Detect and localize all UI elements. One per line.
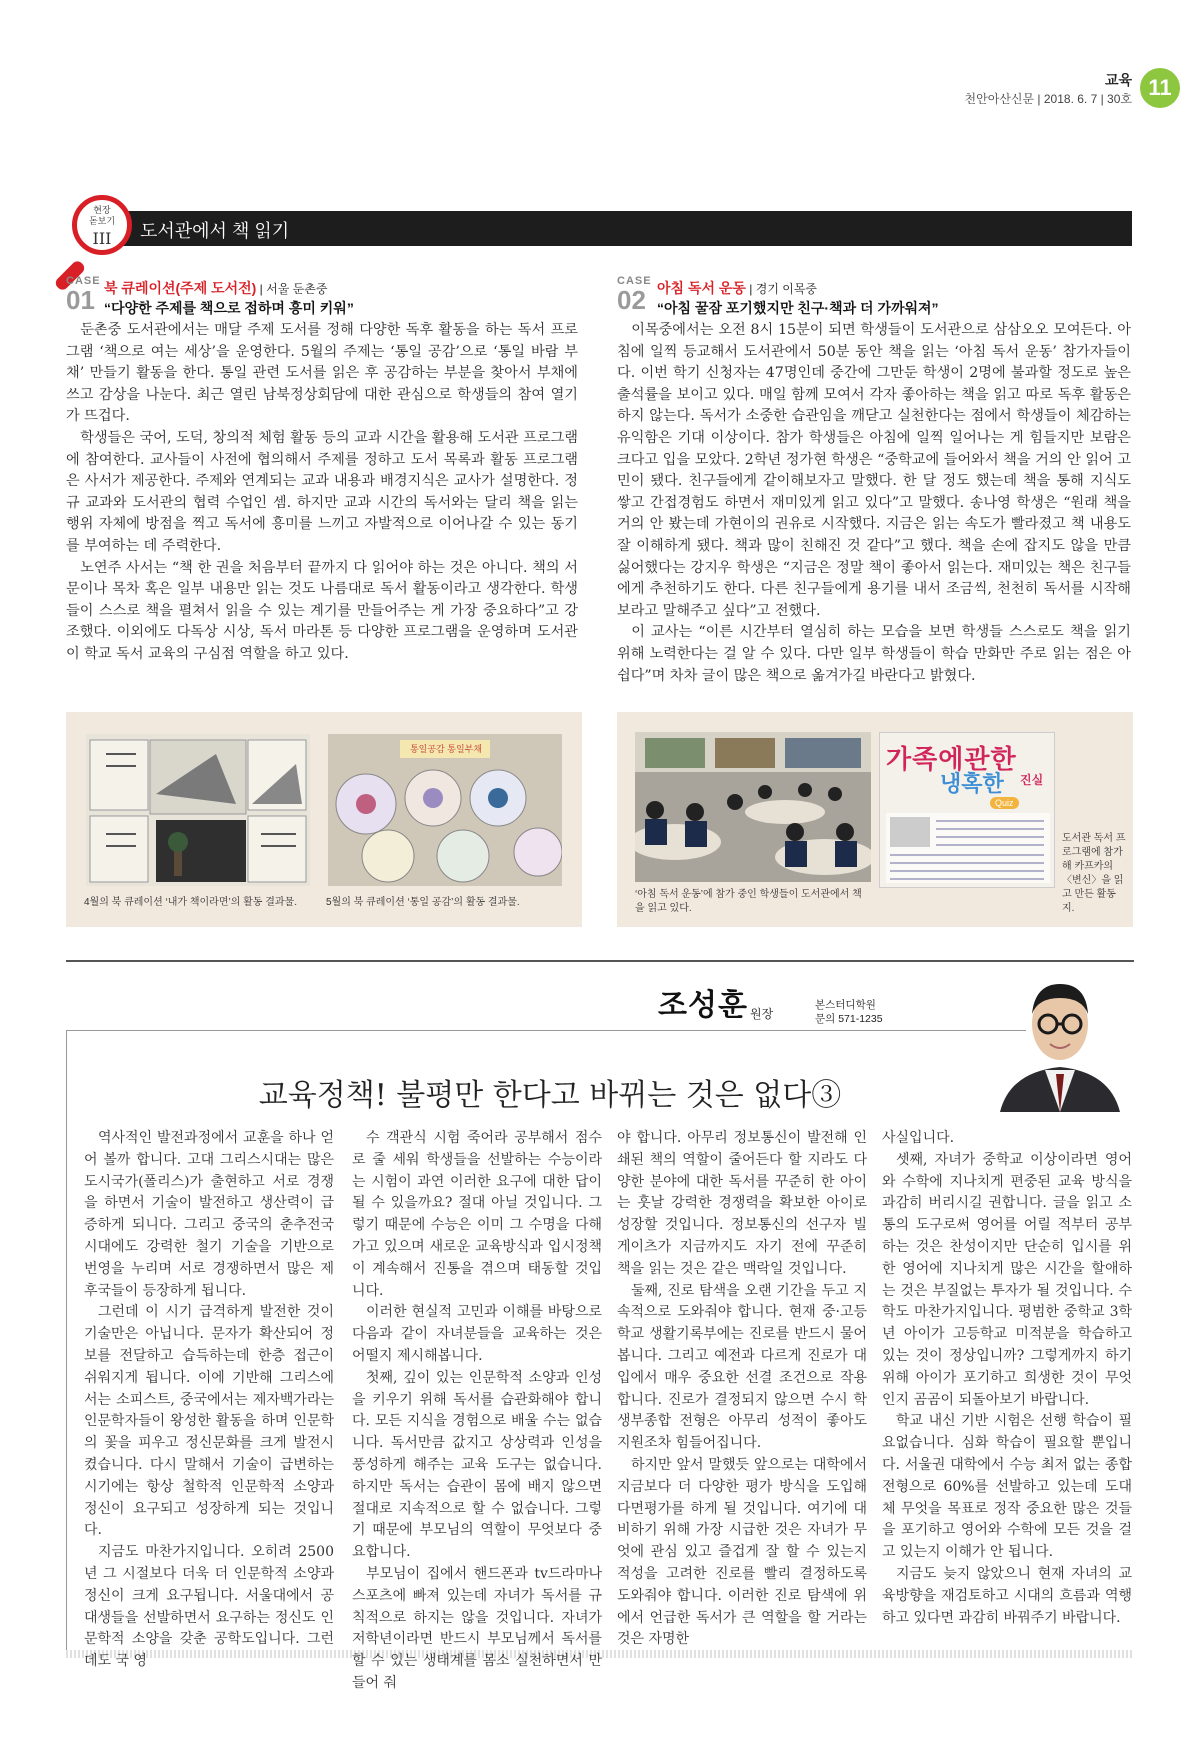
paragraph: 학교 내신 기반 시험은 선행 학습이 필요없습니다. 심화 학습이 필요할 뿐입니다. 서울권 대학에서 수능 최저 없는 종합전형으로 60%를 선발하고 있는데 도대체 무엇을 목표로 정작 중요한 많은 것들을 포기하고 영어와 수학에 모든 것을 걸고 있는지 이해가 안 됩니다. (882, 1413, 1132, 1561)
paragraph: 하지만 앞서 말했듯 앞으로는 대학에서 지금보다 더 다양한 평가 방식을 도입해 다면평가를 하게 될 것입니다. 여기에 대비하기 위해 가장 시급한 것은 자녀가 무엇에 관심 있고 즐겁게 잘 할 수 있는지 적성을 고려한 진로를 빨리 결정하도록 도와줘야 합니다. 이러한 진로 탐색에 위에서 언급한 독서가 큰 역할을 할 거라는 것은 자명한 (617, 1456, 867, 1648)
case1-program: 북 큐레이션(주제 도서전) | 서울 둔촌중 (104, 280, 328, 296)
case2-program: 아침 독서 운동 | 경기 이목중 (657, 280, 818, 296)
paragraph: 야 합니다. 아무리 정보통신이 발전해 인쇄된 책의 역할이 줄어든다 할 지라도 다양한 분야에 대한 독서를 꾸준히 한 아이는 훗날 강력한 경쟁력을 확보한 아이로 성장할 것입니다. 정보통신의 선구자 빌게이츠가 지금까지도 자기 전에 꾸준히 책을 읽는 것은 같은 맥락일 것입니다. (617, 1130, 867, 1277)
case2-tag: CASE 02 (617, 275, 652, 315)
author-org: 본스터디학원 문의 571-1235 (815, 999, 883, 1025)
case1-photo-box (66, 712, 582, 927)
case2-photo-2 (879, 732, 1055, 888)
case2-body (617, 320, 1131, 687)
poster-title-1: 가족에관한 (886, 744, 1017, 774)
column-text-1 (84, 1128, 334, 1673)
paragraph: 이러한 현실적 고민과 이해를 바탕으로 다음과 같이 자녀분들을 교육하는 것은 어떨지 제시해봅니다. (352, 1304, 602, 1364)
poster-quiz-badge: Quiz (990, 797, 1019, 809)
column-text-3 (617, 1128, 867, 1651)
paragraph: 둘째, 진로 탐색을 오랜 기간을 두고 지속적으로 도와줘야 합니다. 현재 중·고등학교 생활기록부에는 진로를 반드시 물어봅니다. 그리고 예전과 다르게 진로가 대입에서 매우 중요한 선결 조건으로 작용합니다. 진로가 결정되지 않으면 수시 학생부종합 전형은 아무리 성적이 좋아도 지원조차 힘들어집니다. (617, 1282, 867, 1452)
author-name: 조성훈 (658, 989, 748, 1022)
case1-caption-2: 5월의 북 큐레이션 ‘통일 공감’의 활동 결과물. (326, 897, 520, 908)
paragraph: 지금도 마찬가지입니다. 오히려 2500년 그 시절보다 더욱 더 인문학적 소양과 정신이 크게 요구됩니다. 서울대에서 공대생들을 선발하면서 요구하는 정신도 인문학적 소양을 갖춘 공학도입니다. 그런데도 국 영 (84, 1544, 334, 1670)
paragraph: 그런데 이 시기 급격하게 발전한 것이 기술만은 아닙니다. 문자가 확산되어 정보를 전달하고 습득하는데 한층 접근이 쉬워지게 됩니다. 이에 기반해 그리스에서는 소피스트, 중국에서는 제자백가라는 인문학자들이 왕성한 활동을 하며 인문학의 꽃을 피우고 정신문화를 크게 발전시켰습니다. 다시 말해서 기술이 급변하는 시기에는 항상 철학적 인문학적 소양과 정신이 요구되고 성장하게 되는 것입니다. (84, 1304, 334, 1539)
section-divider (66, 960, 1134, 962)
case2-photo-box (617, 712, 1133, 927)
case2-caption-2: 도서관 독서 프로그램에 참가해 카프카의 〈변신〉을 읽고 만든 활동지. (1062, 833, 1126, 914)
poster-title-3: 진실 (1020, 773, 1044, 787)
case1-caption-1: 4월의 북 큐레이션 ‘내가 책이라면’의 활동 결과물. (84, 897, 297, 908)
case1-tag: CASE 01 (66, 275, 101, 315)
case2-caption-1: ‘아침 독서 운동’에 참가 중인 학생들이 도서관에서 책을 읽고 있다. (635, 889, 862, 914)
column-title: 교육정책! 불평만 한다고 바뀌는 것은 없다③ (258, 1078, 842, 1113)
case2-photo-1 (635, 732, 871, 882)
paragraph: 부모님이 집에서 핸드폰과 tv드라마나 스포츠에 빠져 있는데 자녀가 독서를 규칙적으로 하지는 않을 것입니다. 자녀가 저학년이라면 반드시 부모님께서 독서를 할 수 있는 생태계를 몸소 실천하면서 만들어 줘 (352, 1565, 602, 1691)
case1-subtitle: “다양한 주제를 책으로 접하며 흥미 키워” (104, 300, 354, 316)
case1-body (66, 320, 578, 666)
fan-sign: 통일공감 통일부채 (409, 744, 483, 754)
publication-info: 천안아산신문 | 2018. 6. 7 | 30호 (964, 92, 1132, 106)
case1-photo-2 (328, 734, 562, 886)
paragraph: 첫째, 깊이 있는 인문학적 소양과 인성을 키우기 위해 독서를 습관화해야 합니다. 모든 지식을 경험으로 배울 수는 없습니다. 독서만큼 값지고 상상력과 인성을 풍성하게 해주는 교육 도구는 없습니다. 하지만 독서는 습관이 몸에 배지 않으면 절대로 지속적으로 할 수 없습니다. 그렇기 때문에 부모님의 역할이 무엇보다 중요합니다. (352, 1369, 602, 1561)
column-frame-top (66, 1030, 1026, 1031)
section-label: 교육 (1104, 72, 1132, 88)
paragraph: 노연주 사서는 “책 한 권을 처음부터 끝까지 다 읽어야 하는 것은 아니다. 책의 서문이나 목차 혹은 일부 내용만 읽는 것도 나름대로 독서 활동이라고 생각한다. 학생들이 스스로 책을 펼쳐서 읽을 수 있는 계기를 만들어주는 게 가장 중요하다”고 강조했다. 이외에도 다독상 시상, 독서 마라톤 등 다양한 프로그램을 운영하며 도서관이 학교 독서 교육의 구심점 역할을 하고 있다. (66, 559, 578, 662)
paragraph: 역사적인 발전과정에서 교훈을 하나 얻어 볼까 합니다. 고대 그리스시대는 많은 도시국가(폴리스)가 출현하고 서로 경쟁을 하면서 기술이 발전하고 생산력이 급증하게 되니다. 그리고 중국의 춘추전국시대에도 강력한 철기 기술을 기반으로 번영을 누리며 서로 경쟁하면서 많은 제후국들이 등장하게 됩니다. (84, 1130, 334, 1299)
page-number-badge: 11 (1140, 68, 1180, 108)
library-students-image (635, 732, 871, 882)
case2-subtitle: “아침 꿀잠 포기했지만 친구·책과 더 가까워져” (657, 300, 939, 316)
banner-title: 도서관에서 책 읽기 (140, 221, 290, 241)
worksheet-lines (886, 813, 1050, 883)
paragraph: 이목중에서는 오전 8시 15분이 되면 학생들이 도서관으로 삼삼오오 모여든다. 아침에 일찍 등교해서 도서관에서 50분 동안 책을 읽는 ‘아침 독서 운동’ 참가자들이다. 이번 학기 신청자는 47명인데 중간에 그만둔 학생이 2명에 불과할 정도로 높은 출석률을 보이고 있다. 매일 함께 모여서 각자 좋아하는 책을 읽고 따로 독후 활동은 하지 않는다. 독서가 소중한 습관임을 깨닫고 실천한다는 점에서 학생들이 체감하는 유익함은 기대 이상이다. 참가 학생들은 아침에 일찍 일어나는 게 힘들지만 보람은 크다고 입을 모았다. 2학년 정가현 학생은 “중학교에 들어와서 책을 거의 안 읽어 고민이 됐다. 친구들에게 같이해보자고 말했다. 한 달 정도 했는데 책을 통해 지식도 쌓고 간접경험도 하면서 재미있게 읽고 있다”고 말했다. 송나영 학생은 “원래 책을 거의 안 봤는데 가현이의 권유로 시작했다. 지금은 읽는 속도가 빨라졌고 책 내용도 잘 이해하게 됐다. 책과 많이 친해진 것 같다”고 했다. 책을 손에 잡지도 않을 만큼 싫어했다는 강지우 학생은 “지금은 정말 책이 좋아서 읽는다. 재미있는 책은 친구들에게 추천하기도 한다. 다른 친구들에게 용기를 내서 조금씩, 천천히 독서를 시작해보라고 말해주고 싶다”고 전했다. (617, 322, 1131, 619)
paragraph: 지금도 늦지 않았으니 현재 자녀의 교육방향을 재검토하고 시대의 흐름과 역행하고 있다면 과감히 바꿔주기 바랍니다. (882, 1565, 1132, 1626)
author-role: 원장 (750, 1007, 774, 1021)
book-cards-image (86, 734, 310, 886)
column-text-2 (352, 1128, 602, 1695)
section-banner (122, 211, 1132, 246)
paragraph: 둔촌중 도서관에서는 매달 주제 도서를 정해 다양한 독후 활동을 하는 독서 프로그램 ‘책으로 여는 세상’을 운영한다. 5월의 주제는 ‘통일 공감’으로 ‘통일 바람 부채’ 만들기 활동을 한다. 통일 관련 도서를 읽은 후 공감하는 부분을 찾아서 부채에 쓰고 감상을 나눈다. 최근 열린 남북정상회담에 대한 관심으로 학생들의 참여 열기가 뜨겁다. (66, 322, 578, 425)
paragraph: 이 교사는 “이른 시간부터 열심히 하는 모습을 보면 학생들 스스로도 책을 읽기 위해 노력한다는 걸 알 수 있다. 다만 일부 학생들이 학습 만화만 주로 읽는 점은 아쉽다”며 차차 글이 많은 책으로 옮겨가길 바란다고 밝혔다. (617, 624, 1131, 684)
badge-number: III (92, 229, 112, 248)
paragraph: 셋째, 자녀가 중학교 이상이라면 영어와 수학에 지나치게 편중된 교육 방식을 과감히 버리시길 권합니다. 글을 읽고 소통의 도구로써 영어를 어릴 적부터 공부하는 것은 찬성이지만 단순히 입시를 위한 영어에 지나치게 많은 시간을 할애하는 것은 부질없는 투자가 될 것입니다. 수학도 마찬가지입니다. 평범한 중학교 3학년 아이가 고등학교 미적분을 학습하고 있는 것이 정상입니까? 그렇게까지 하기 위해 아이가 포기하고 희생한 것이 무엇인지 곰곰이 되돌아보기 바랍니다. (882, 1151, 1132, 1408)
paragraph: 수 객관식 시험 죽어라 공부해서 점수로 줄 세워 학생들을 선발하는 수능이라는 시험이 과연 이러한 요구에 대한 답이 될 수 있을까요? 절대 아닐 것입니다. 그렇기 때문에 수능은 이미 그 수명을 다해가고 있으며 새로운 교육방식과 입시정책이 계속해서 진통을 겪으며 태동할 것입니다. (352, 1130, 602, 1299)
paragraph: 학생들은 국어, 도덕, 창의적 체험 활동 등의 교과 시간을 활용해 도서관 프로그램에 참여한다. 교사들이 사전에 협의해서 주제를 정하고 도서 목록과 활동 프로그램은 사서가 제공한다. 주제와 연계되는 교과 내용과 배경지식은 교사가 설명한다. 정규 교과와 도서관의 협력 수업인 셈. 하지만 교과 시간의 독서와는 달리 책을 읽는 행위 자체에 방점을 찍고 독서에 흥미를 느끼고 자발적으로 이어나갈 수 있는 동기를 부여하는 데 주력한다. (66, 429, 578, 554)
case1-photo-1 (86, 734, 310, 886)
badge-label: 현장 돋보기 (88, 205, 116, 226)
column-frame-left (66, 1030, 67, 1655)
poster-title-2: 냉혹한 (940, 771, 1004, 796)
paragraph: 사실입니다. (882, 1130, 955, 1146)
column-text-4 (882, 1128, 1132, 1629)
